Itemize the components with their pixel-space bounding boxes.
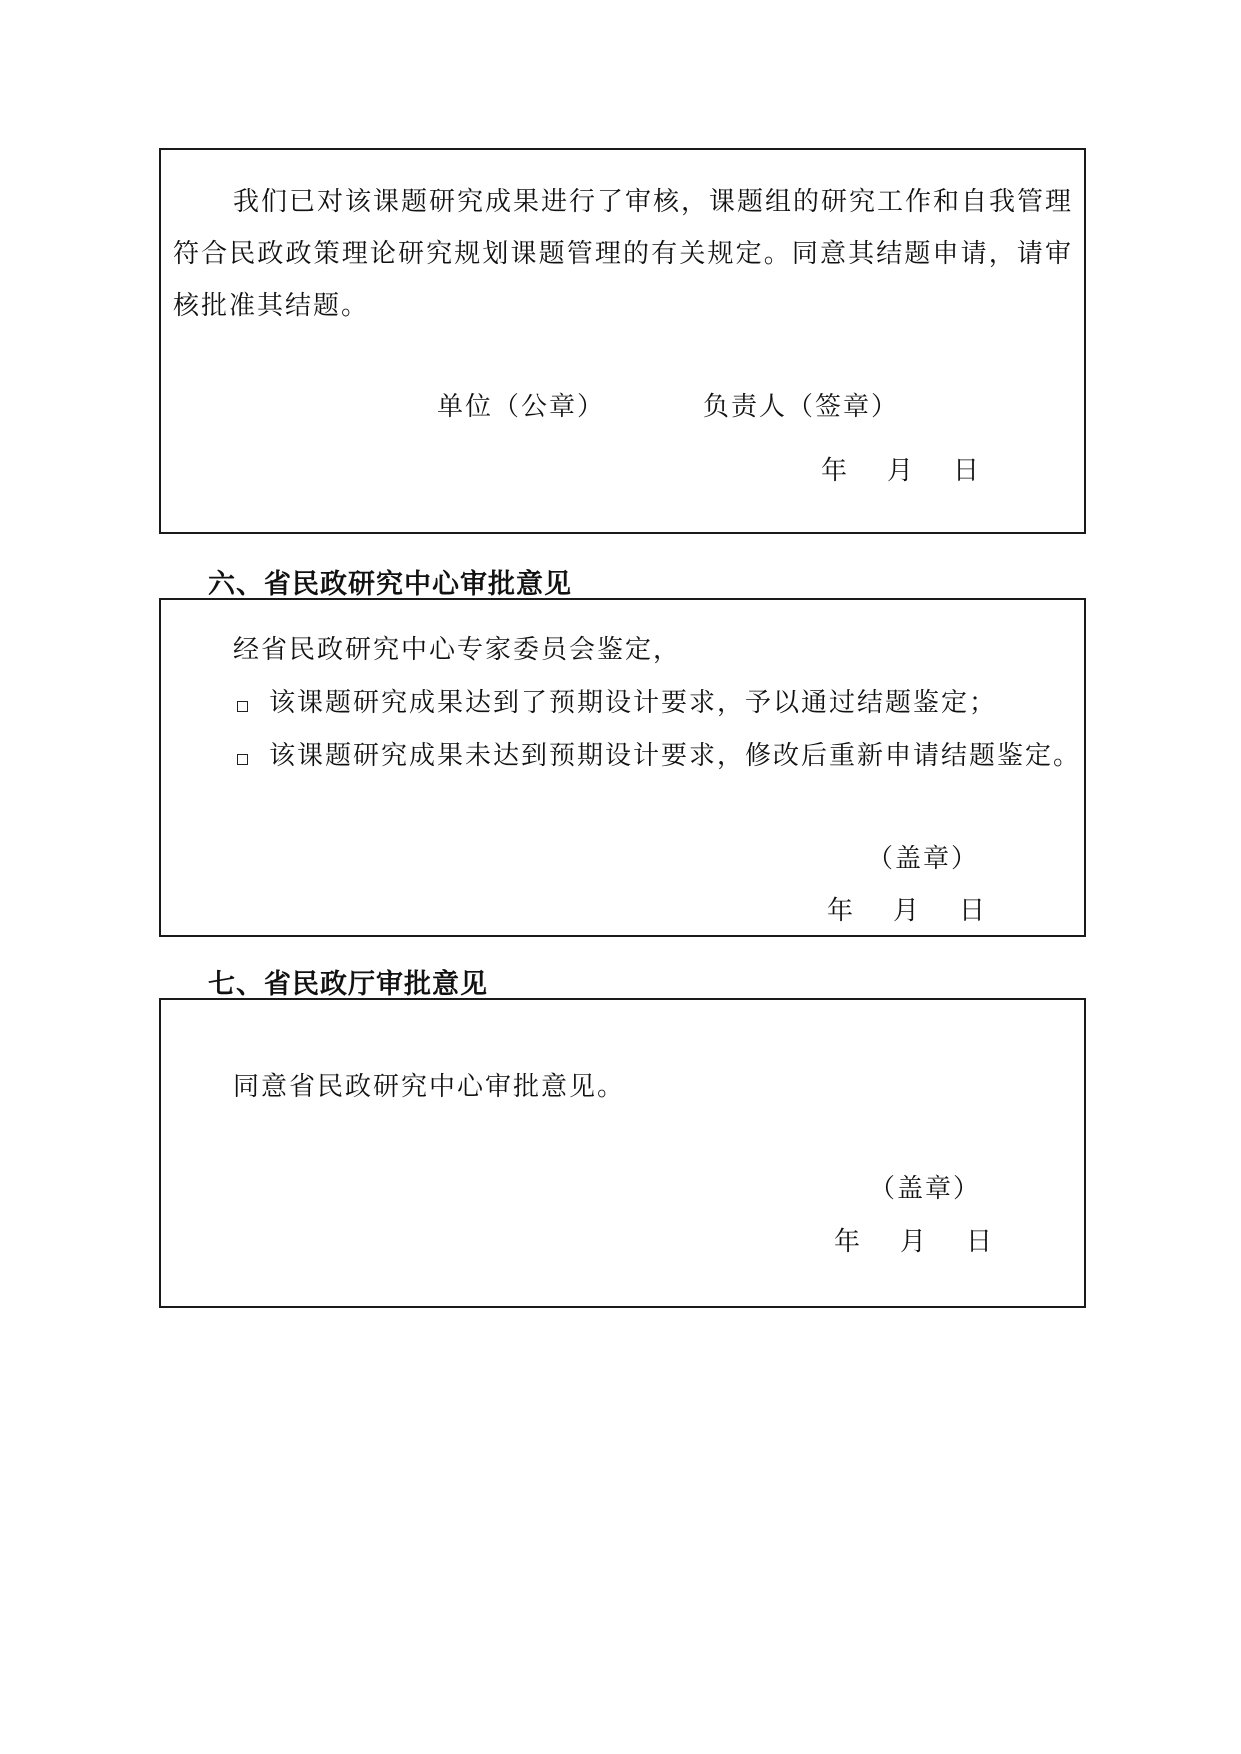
civil-affairs-dept-approval-box: [159, 998, 1086, 1308]
section6-heading: 六、省民政研究中心审批意见: [208, 569, 572, 600]
option-revise-checkbox[interactable]: [237, 754, 248, 765]
date-day: 日: [953, 456, 982, 486]
expert-committee-intro: 经省民政研究中心专家委员会鉴定，: [233, 635, 682, 665]
option-revise-label: 该课题研究成果未达到预期设计要求，修改后重新申请结题鉴定。: [269, 741, 1082, 771]
date-day: 日: [959, 896, 988, 926]
date-day: 日: [966, 1227, 995, 1257]
section7-heading: 七、省民政厅审批意见: [208, 969, 488, 1000]
seal-label: （盖章）: [869, 1174, 982, 1204]
option-pass-label: 该课题研究成果达到了预期设计要求，予以通过结题鉴定；: [269, 688, 998, 718]
date-month: 月: [887, 456, 916, 486]
date-line: [827, 898, 987, 924]
date-year: 年: [821, 456, 850, 486]
research-center-approval-box: [159, 598, 1086, 937]
option-pass-checkbox[interactable]: [237, 701, 248, 712]
unit-seal-label: 单位（公章）: [437, 392, 606, 422]
review-paragraph: 我们已对该课题研究成果进行了审核，课题组的研究工作和自我管理符合民政政策理论研究规划课题管理的有关规定。同意其结题申请，请审核批准其结题。: [173, 187, 1074, 321]
date-month: 月: [900, 1227, 929, 1257]
date-line: [821, 458, 981, 484]
review-opinion-box: [159, 148, 1086, 534]
approval-text: 同意省民政研究中心审批意见。: [233, 1072, 626, 1102]
date-month: 月: [893, 896, 922, 926]
seal-label: （盖章）: [867, 844, 980, 874]
date-line: [834, 1229, 994, 1255]
responsible-signature-label: 负责人（签章）: [703, 392, 900, 422]
date-year: 年: [834, 1227, 863, 1257]
date-year: 年: [827, 896, 856, 926]
